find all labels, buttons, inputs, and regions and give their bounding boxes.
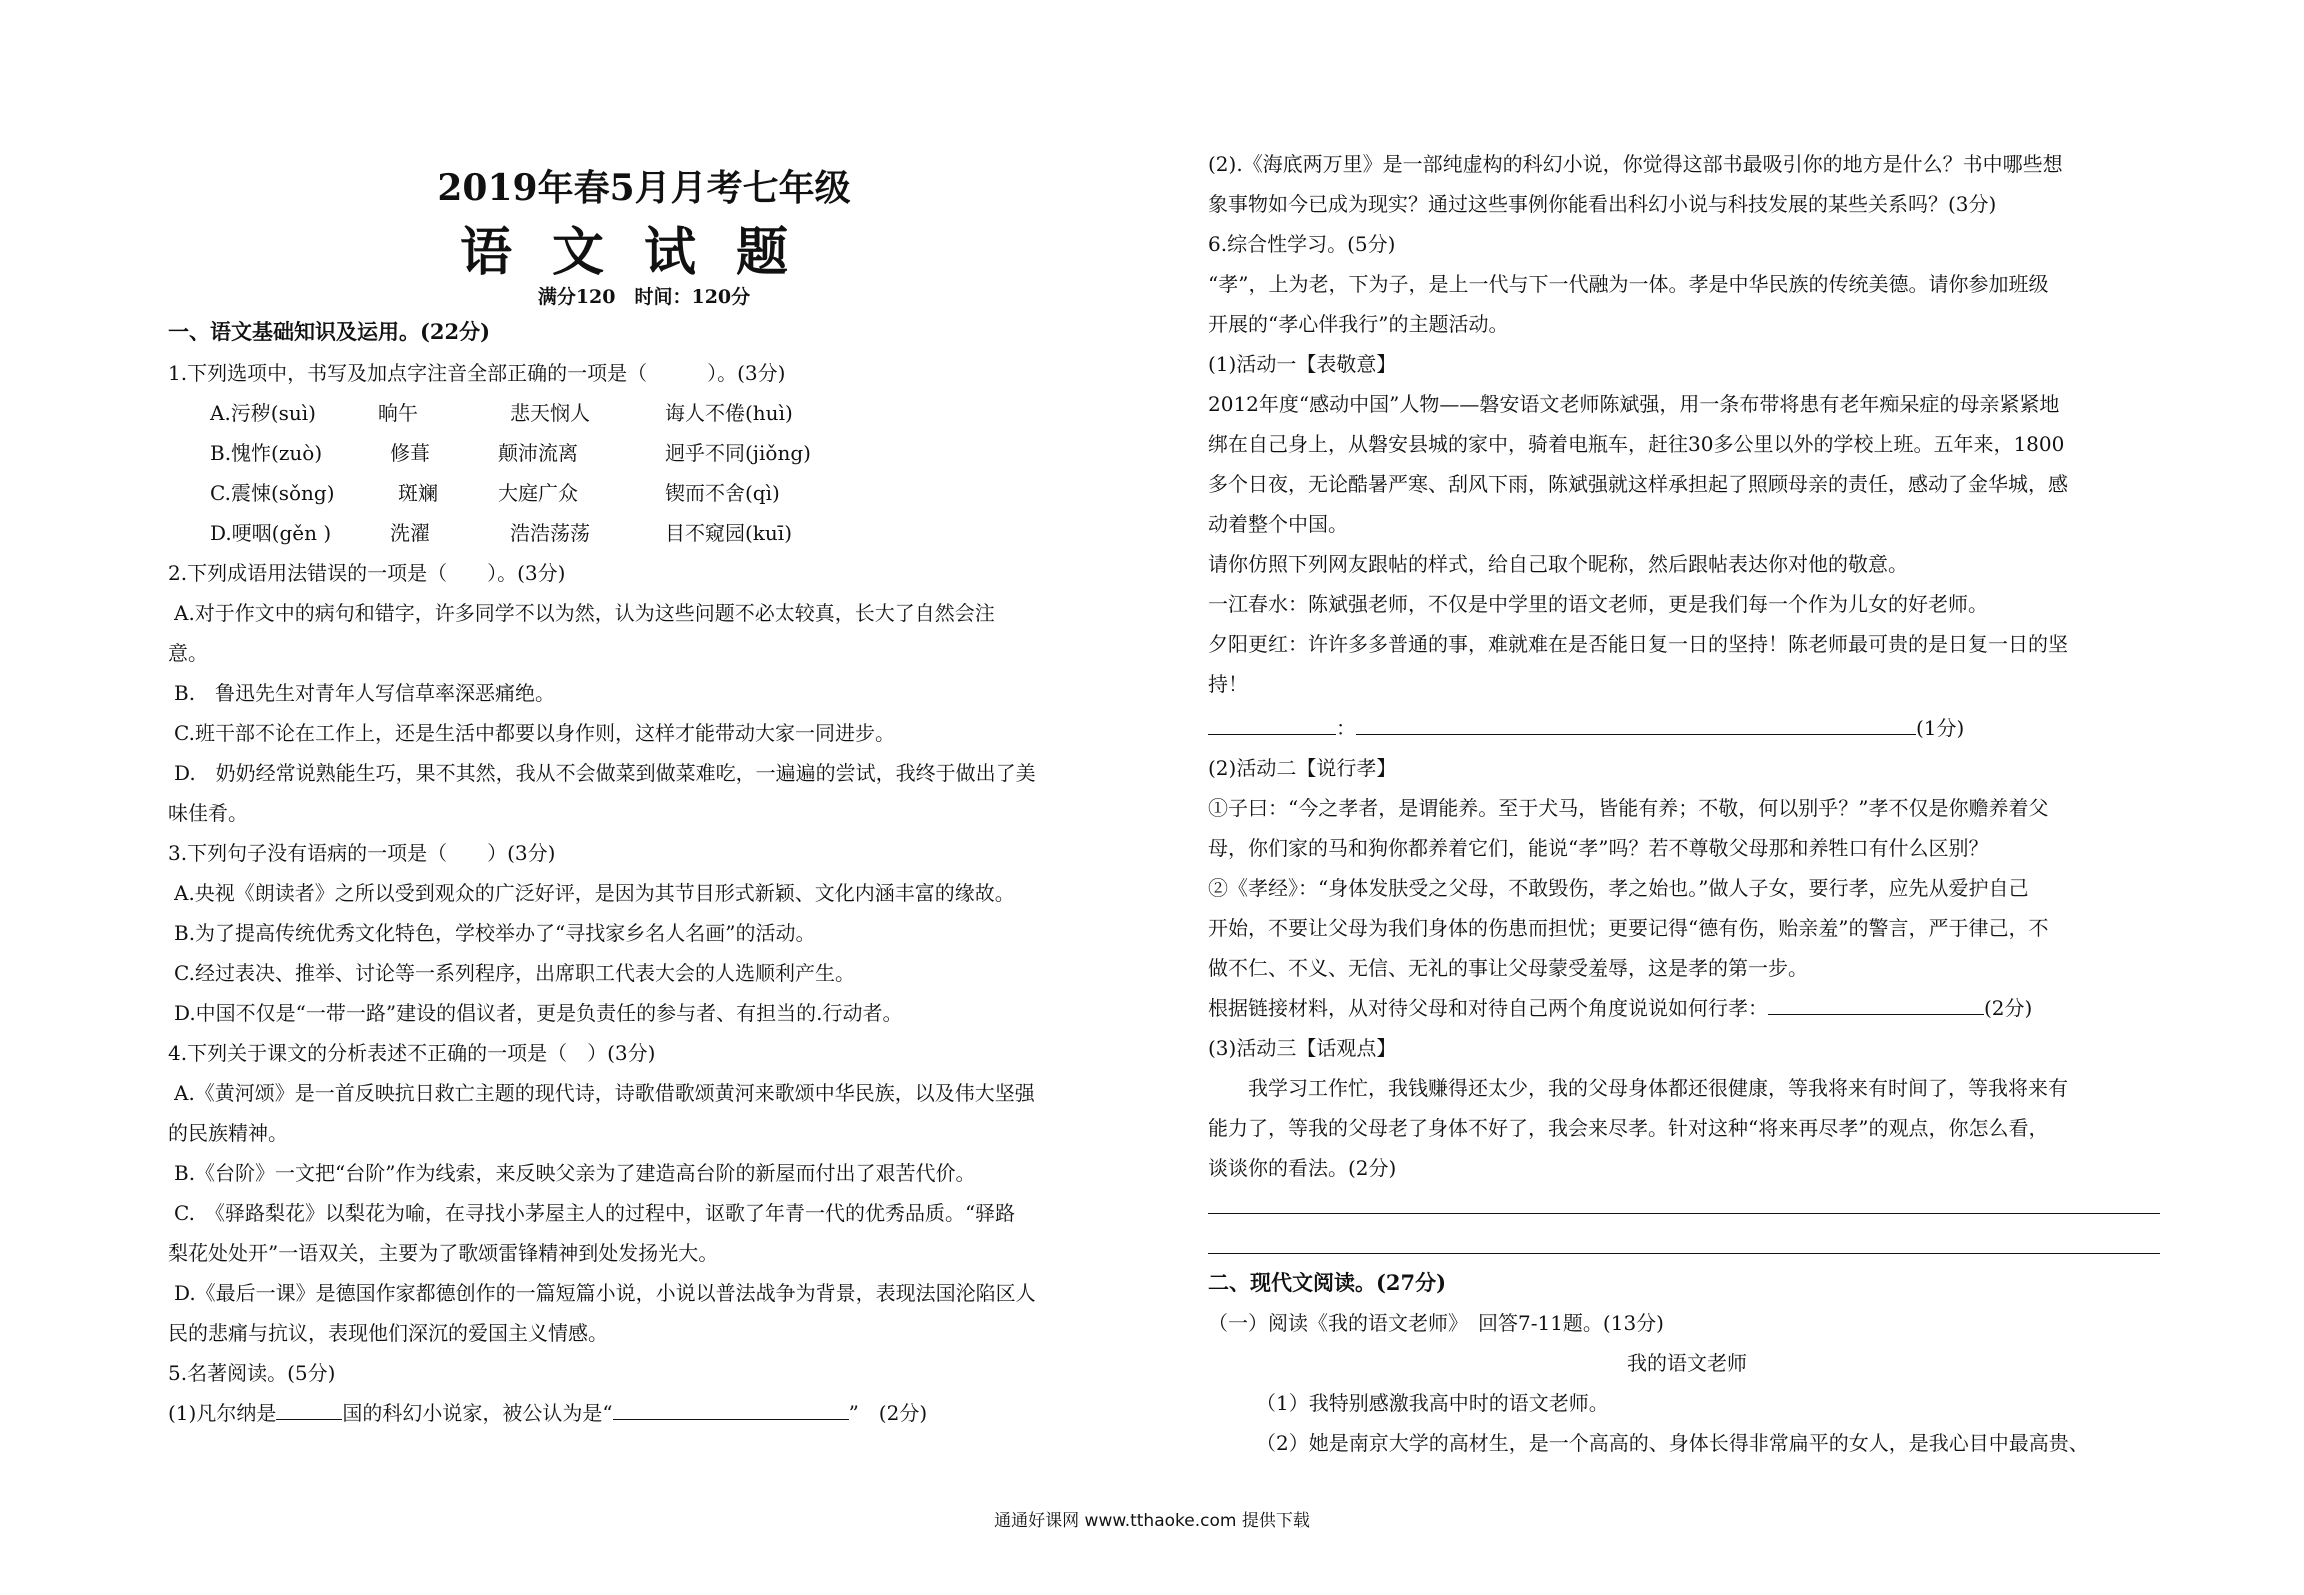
- section-2-heading: 二、现代文阅读。(27分): [1208, 1270, 1447, 1295]
- q1-opt-c-3: 大庭广众: [498, 481, 578, 505]
- activity-2-heading: (2)活动二【说行孝】: [1208, 756, 1397, 780]
- question-2: 2.下列成语用法错误的一项是（ ）。(3分): [168, 561, 566, 585]
- q6-intro-line2: 开展的“孝心伴我行”的主题活动。: [1208, 312, 1509, 336]
- q5-part1-text-b: 国的科幻小说家，被公认为是“: [342, 1401, 613, 1425]
- act2-para-line4: 开始，不要让父母为我们身体的伤患而担忧；更要记得“德有伤，贻亲羞”的警言，严于律己，不: [1208, 916, 2049, 940]
- q4-option-b: B.《台阶》一文把“台阶”作为线索，来反映父亲为了建造高台阶的新屋而付出了艰苦代价。: [174, 1161, 976, 1185]
- act2-answer-blank[interactable]: [1768, 996, 1984, 1015]
- q5-part1: [168, 1401, 927, 1425]
- question-6: 6.综合性学习。(5分): [1208, 232, 1396, 256]
- exam-title-line1: 2019年春5月月考七年级: [437, 167, 851, 209]
- act3-answer-line-2[interactable]: [1208, 1253, 2160, 1254]
- q1-opt-b-1: B.愧怍(zuò): [210, 441, 323, 465]
- act1-answer-row: [1208, 716, 1964, 740]
- q2-option-c: C.班干部不论在工作上，还是生活中都要以身作则，这样才能带动大家一同进步。: [174, 721, 895, 745]
- act1-example-2-line1: 夕阳更红：许许多多普通的事，难就难在是否能日复一日的坚持！陈老师最可贵的是日复一日的坚: [1208, 632, 2068, 656]
- act1-para-line4: 动着整个中国。: [1208, 512, 1348, 536]
- act3-para-line3: 谈谈你的看法。(2分): [1208, 1156, 1397, 1180]
- q5-country-blank[interactable]: [276, 1401, 342, 1420]
- q1-opt-a-2: 晌午: [378, 401, 418, 425]
- q5-part2-line1: (2).《海底两万里》是一部纯虚构的科幻小说，你觉得这部书最吸引你的地方是什么？书中哪些想: [1208, 152, 2063, 176]
- q2-option-d-line2: 味佳肴。: [168, 801, 248, 825]
- q4-option-d-line1: D.《最后一课》是德国作家都德创作的一篇短篇小说，小说以普法战争为背景，表现法国沦陷区人: [174, 1281, 1036, 1305]
- activity-1-heading: (1)活动一【表敬意】: [1208, 352, 1397, 376]
- q1-opt-b-3: 颠沛流离: [498, 441, 578, 465]
- q1-opt-c-1: C.震悚(sǒng): [210, 481, 335, 505]
- q2-option-a-line1: A.对于作文中的病句和错字，许多同学不以为然，认为这些问题不必太较真，长大了自然会注: [174, 601, 995, 625]
- q6-intro-line1: “孝”，上为老，下为子，是上一代与下一代融为一体。孝是中华民族的传统美德。请你参加班级: [1208, 272, 2049, 296]
- act3-para-line2: 能力了，等我的父母老了身体不好了，我会来尽孝。针对这种“将来再尽孝”的观点，你怎么看，: [1208, 1116, 2049, 1140]
- reading-1-title: 我的语文老师: [1627, 1351, 1747, 1375]
- act3-answer-line-1[interactable]: [1208, 1213, 2160, 1214]
- act2-prompt: 根据链接材料，从对待父母和对待自己两个角度说说如何行孝：: [1208, 996, 1768, 1020]
- act1-para-line3: 多个日夜，无论酷暑严寒、刮风下雨，陈斌强就这样承担起了照顾母亲的责任，感动了金华城，感: [1208, 472, 2068, 496]
- q3-option-a: A.央视《朗读者》之所以受到观众的广泛好评，是因为其节目形式新颖、文化内涵丰富的缘故。: [174, 881, 1015, 905]
- q1-opt-a-1: A.污秽(suì): [210, 401, 316, 425]
- q1-opt-a-4: 诲人不倦(huì): [665, 401, 793, 425]
- q4-option-a-line2: 的民族精神。: [168, 1121, 288, 1145]
- act2-para-line1: ①子曰：“今之孝者，是谓能养。至于犬马，皆能有养；不敬，何以别乎？”孝不仅是你赡养着父: [1208, 796, 2049, 820]
- q5-part1-text-c: ” (2分): [848, 1401, 928, 1425]
- act2-prompt-row: [1208, 996, 2032, 1020]
- act1-instruction: 请你仿照下列网友跟帖的样式，给自己取个昵称，然后跟帖表达你对他的敬意。: [1208, 552, 1908, 576]
- q1-opt-d-1: D.哽咽(gěn ): [210, 521, 332, 545]
- q2-option-b: B. 鲁迅先生对青年人写信草率深恶痛绝。: [174, 681, 556, 705]
- question-5: 5.名著阅读。(5分): [168, 1361, 336, 1385]
- q5-part2-line2: 象事物如今已成为现实？通过这些事例你能看出科幻小说与科技发展的某些关系吗？(3分): [1208, 192, 1997, 216]
- exam-meta: 满分120 时间：120分: [537, 286, 751, 308]
- q5-title-blank[interactable]: [613, 1401, 849, 1420]
- q3-option-c: C.经过表决、推举、讨论等一系列程序，出席职工代表大会的人选顺利产生。: [174, 961, 855, 985]
- reading-1-para-2: （2）她是南京大学的高材生，是一个高高的、身体长得非常扁平的女人，是我心目中最高贵、: [1256, 1431, 2089, 1455]
- act1-example-1: 一江春水：陈斌强老师，不仅是中学里的语文老师，更是我们每一个作为儿女的好老师。: [1208, 592, 1988, 616]
- q1-opt-b-2: 修葺: [390, 441, 430, 465]
- act2-para-line5: 做不仁、不义、无信、无礼的事让父母蒙受羞辱，这是孝的第一步。: [1208, 956, 1808, 980]
- q1-opt-a-3: 悲天悯人: [510, 401, 590, 425]
- question-1: 1.下列选项中，书写及加点字注音全部正确的一项是（ ）。(3分): [168, 361, 786, 385]
- act2-para-line2: 母，你们家的马和狗你都养着它们，能说“孝”吗？若不尊敬父母那和养牲口有什么区别？: [1208, 836, 1989, 860]
- act1-colon: ：: [1336, 716, 1356, 740]
- act1-nickname-blank[interactable]: [1208, 716, 1336, 735]
- act1-para-line2: 绑在自己身上，从磐安县城的家中，骑着电瓶车，赶往30多公里以外的学校上班。五年来，1800: [1208, 432, 2065, 456]
- q1-opt-d-4: 目不窥园(kuī): [665, 521, 793, 545]
- act1-message-blank[interactable]: [1356, 716, 1916, 735]
- exam-title-line2: 语文试题: [459, 222, 828, 283]
- act1-score: (1分): [1916, 716, 1965, 740]
- act2-para-line3: ②《孝经》：“身体发肤受之父母，不敢毁伤，孝之始也。”做人子女，要行孝，应先从爱护自己: [1208, 876, 2029, 900]
- section-1-heading: 一、语文基础知识及运用。(22分): [168, 319, 491, 344]
- q1-opt-c-4: 锲而不舍(qì): [665, 481, 780, 505]
- act1-para-line1: 2012年度“感动中国”人物——磐安语文老师陈斌强，用一条布带将患有老年痴呆症的母亲紧紧地: [1208, 392, 2060, 416]
- reading-1-para-1: （1）我特别感激我高中时的语文老师。: [1256, 1391, 1609, 1415]
- reading-1-intro: （一）阅读《我的语文老师》 回答7-11题。(13分): [1208, 1311, 1664, 1335]
- activity-3-heading: (3)活动三【话观点】: [1208, 1036, 1397, 1060]
- q4-option-c-line2: 梨花处处开”一语双关，主要为了歌颂雷锋精神到处发扬光大。: [168, 1241, 719, 1265]
- q4-option-d-line2: 民的悲痛与抗议，表现他们深沉的爱国主义情感。: [168, 1321, 608, 1345]
- page-footer: 通通好课网 www.tthaoke.com 提供下载: [994, 1511, 1310, 1531]
- act2-score: (2分): [1984, 996, 2033, 1020]
- q3-option-d: D.中国不仅是“一带一路”建设的倡议者，更是负责任的参与者、有担当的.行动者。: [174, 1001, 903, 1025]
- question-3: 3.下列句子没有语病的一项是（ ）(3分): [168, 841, 556, 865]
- q4-option-c-line1: C. 《驿路梨花》以梨花为喻，在寻找小茅屋主人的过程中，讴歌了年青一代的优秀品质。“驿路: [174, 1201, 1016, 1225]
- q1-opt-c-2: 斑斓: [398, 481, 438, 505]
- act3-para-line1: 我学习工作忙，我钱赚得还太少，我的父母身体都还很健康，等我将来有时间了，等我将来有: [1208, 1076, 2068, 1100]
- q5-part1-text-a: (1)凡尔纳是: [168, 1401, 277, 1425]
- q2-option-d-line1: D. 奶奶经常说熟能生巧，果不其然，我从不会做菜到做菜难吃，一遍遍的尝试，我终于做出了美: [174, 761, 1036, 785]
- q1-opt-b-4: 迥乎不同(jiǒng): [665, 441, 811, 465]
- q2-option-a-line2: 意。: [168, 641, 208, 665]
- question-4: 4.下列关于课文的分析表述不正确的一项是（ ）(3分): [168, 1041, 656, 1065]
- q3-option-b: B.为了提高传统优秀文化特色，学校举办了“寻找家乡名人名画”的活动。: [174, 921, 816, 945]
- act1-example-2-line2: 持！: [1208, 672, 1248, 696]
- q1-opt-d-3: 浩浩荡荡: [510, 521, 590, 545]
- q4-option-a-line1: A.《黄河颂》是一首反映抗日救亡主题的现代诗，诗歌借歌颂黄河来歌颂中华民族，以及伟大坚强: [174, 1081, 1035, 1105]
- q1-opt-d-2: 洗濯: [390, 521, 430, 545]
